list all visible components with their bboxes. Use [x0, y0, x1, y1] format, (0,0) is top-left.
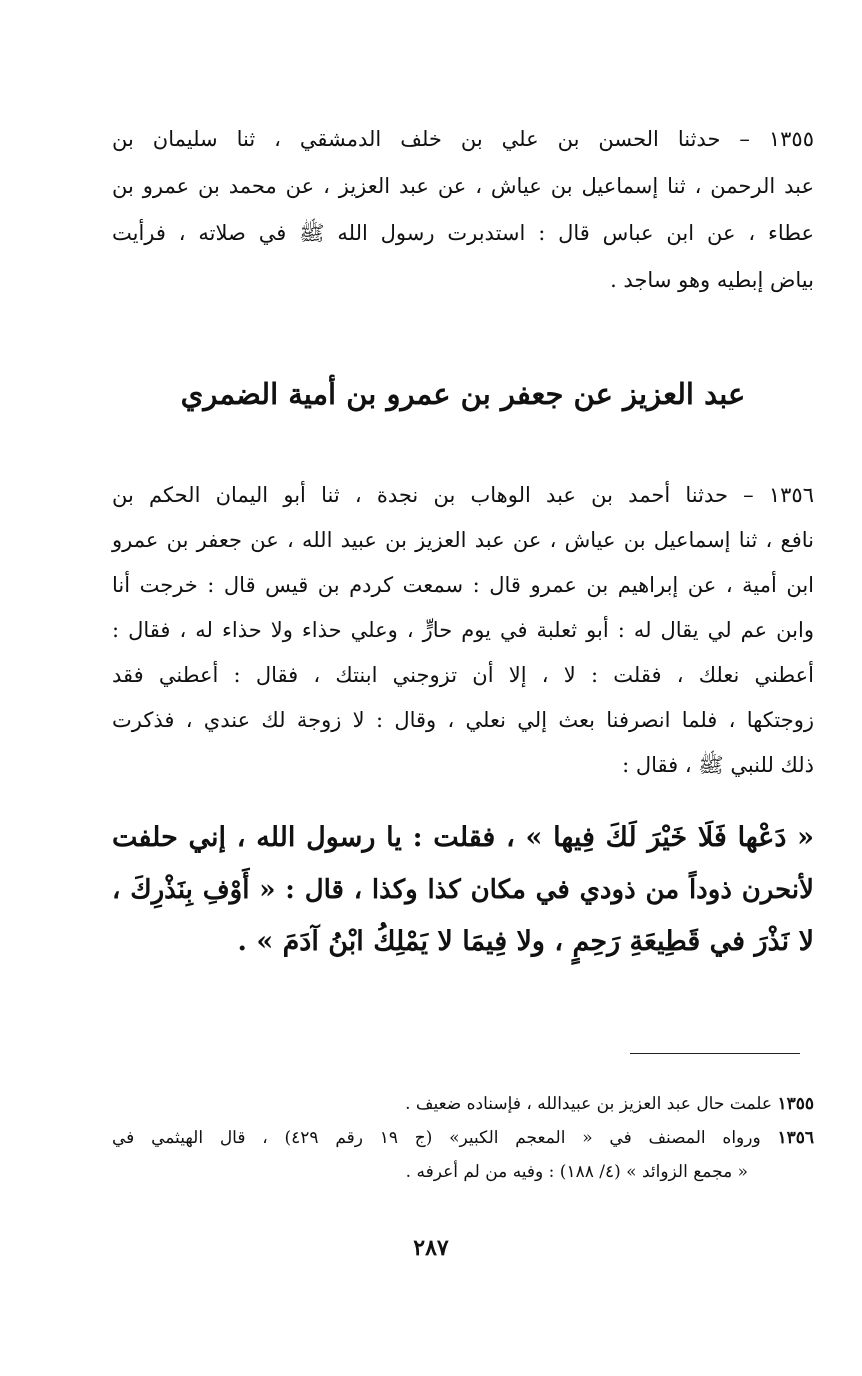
paragraph-line: ١٣٥٦ – حدثنا أحمد بن عبد الوهاب بن نجدة ، ثنا أبو اليمان الحكم بن — [112, 483, 814, 507]
footnote-1356 — [112, 1121, 814, 1155]
paragraph-line: عطاء ، عن ابن عباس قال : استدبرت رسول الله ﷺ في صلاته ، فرأيت — [112, 221, 814, 245]
section-heading: عبد العزيز عن جعفر بن عمرو بن أمية الضمري — [180, 377, 746, 411]
paragraph-line: زوجتكها ، فلما انصرفنا بعث إلي نعلي ، وقال : لا زوجة لك عندي ، فذكرت — [112, 708, 814, 732]
paragraph-line: وابن عم لي يقال له : أبو ثعلبة في يوم حارٍّ ، وعلي حذاء ولا حذاء له ، فقال : — [112, 618, 814, 642]
paragraph-line: ١٣٥٥ – حدثنا الحسن بن علي بن خلف الدمشقي ، ثنا سليمان بن — [112, 127, 814, 151]
paragraph-line: بياض إبطيه وهو ساجد . — [610, 268, 814, 292]
paragraph-line: أعطني نعلك ، فقلت : لا ، إلا أن تزوجني ابنتك ، فقال : أعطني فقد — [112, 663, 814, 687]
footnote-separator — [630, 1053, 800, 1054]
footnote-text: علمت حال عبد العزيز بن عبيدالله ، فإسناده ضعيف . — [405, 1094, 773, 1114]
paragraph-line: ذلك للنبي ﷺ ، فقال : — [622, 753, 814, 777]
page-number: ٢٨٧ — [413, 1235, 449, 1261]
paragraph-line: « دَعْها فَلَا خَيْرَ لَكَ فِيها » ، فقلت : يا رسول الله ، إني حلفت — [112, 822, 814, 853]
paragraph-line: عبد الرحمن ، ثنا إسماعيل بن عياش ، عن عبد العزيز ، عن محمد بن عمرو بن — [112, 174, 814, 198]
footnote-number: ١٣٥٥ — [777, 1094, 814, 1114]
hadith-1356-paragraph — [112, 473, 814, 788]
paragraph-line: ابن أمية ، عن إبراهيم بن عمرو قال : سمعت كردم بن قيس قال : خرجت أنا — [112, 573, 814, 597]
prophetic-speech-paragraph — [112, 812, 814, 968]
footnote-text: ورواه المصنف في « المعجم الكبير» (ج ١٩ رقم ٤٢٩) ، قال الهيثمي في — [112, 1128, 761, 1148]
footnote-1355 — [112, 1087, 814, 1121]
hadith-1355-paragraph — [112, 116, 814, 304]
footnote-text: « مجمع الزوائد » (٤/ ١٨٨) : وفيه من لم أعرفه . — [405, 1162, 748, 1182]
footnote-number: ١٣٥٦ — [777, 1128, 814, 1148]
paragraph-line: لا نَذْرَ في قَطِيعَةِ رَحِمٍ ، ولا فِيمَا لا يَمْلِكُ ابْنُ آدَمَ » . — [237, 926, 814, 957]
paragraph-line: نافع ، ثنا إسماعيل بن عياش ، عن عبد العزيز بن عبيد الله ، عن جعفر بن عمرو — [112, 528, 814, 552]
paragraph-line: لأنحرن ذوداً من ذودي في مكان كذا وكذا ، قال : « أَوْفِ بِنَذْرِكَ ، — [112, 875, 814, 905]
footnotes — [112, 1087, 814, 1189]
